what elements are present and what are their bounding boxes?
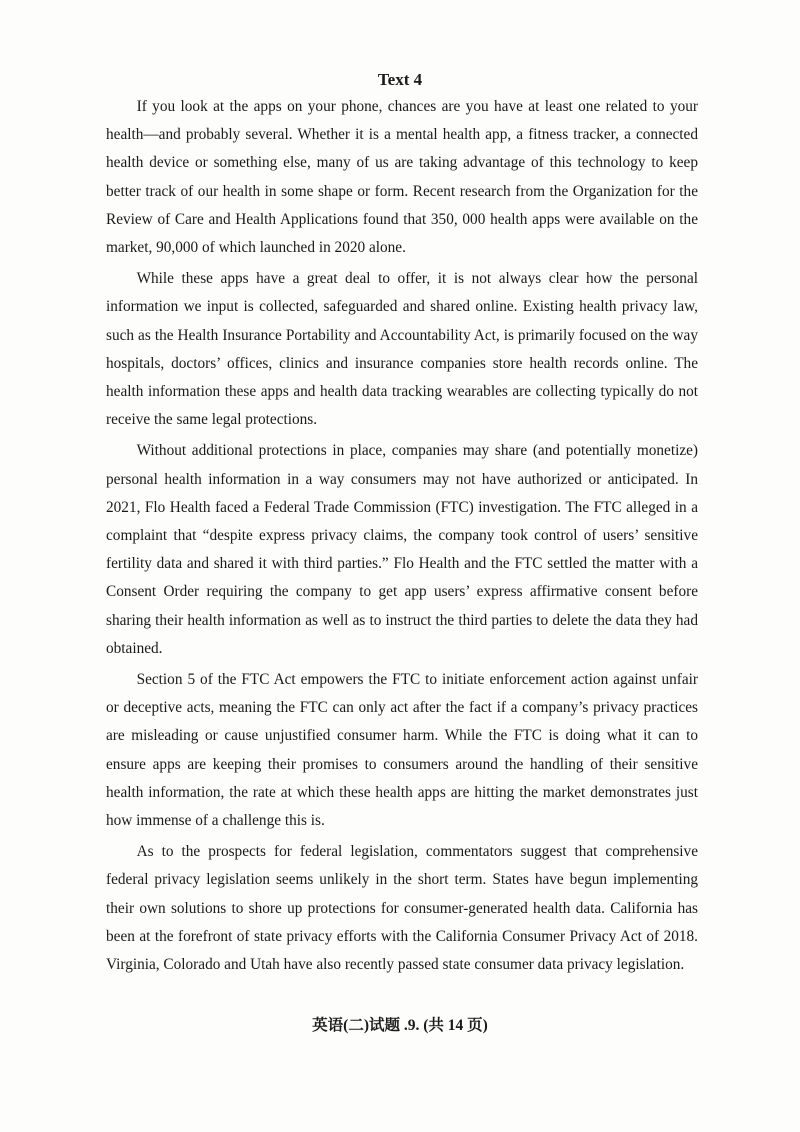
passage-body: [106, 93, 698, 982]
paragraph-3: Without additional protections in place, companies may share (and potentially monetize) personal health information in a way consumers may not have authorized or anticipated. In 2021, Flo Health faced a Federal Trade Commission (FTC) investigation. The FTC alleged in a complaint that “despite express privacy claims, the company took control of users’ sensitive fertility data and shared it with third parties.” Flo Health and the FTC settled the matter with a Consent Order requiring the company to get app users’ express affirmative consent before sharing their health information as well as to instruct the third parties to delete the data they had obtained.: [106, 442, 698, 657]
paragraph-5: As to the prospects for federal legislation, commentators suggest that comprehensive federal privacy legislation seems unlikely in the short term. States have begun implementing their own solutions to shore up protections for consumer-generated health data. California has been at the forefront of state privacy efforts with the California Consumer Privacy Act of 2018. Virginia, Colorado and Utah have also recently passed state consumer data privacy legislation.: [106, 843, 698, 974]
paragraph-1: If you look at the apps on your phone, chances are you have at least one related to your health—and probably several. Whether it is a mental health app, a fitness tracker, a connected health device or something else, many of us are taking advantage of this technology to keep better track of our health in some shape or form. Recent research from the Organization for the Review of Care and Health Applications found that 350, 000 health apps were available on the market, 90,000 of which launched in 2020 alone.: [106, 98, 698, 257]
paragraph-2: While these apps have a great deal to offer, it is not always clear how the personal information we input is collected, safeguarded and shared online. Existing health privacy law, such as the Health Insurance Portability and Accountability Act, is primarily focused on the way hospitals, doctors’ offices, clinics and insurance companies store health records online. The health information these apps and health data tracking wearables are collecting typically do not receive the same legal protections.: [106, 270, 698, 429]
page-footer: 英语(二)试题 .9. (共 14 页): [312, 1017, 488, 1034]
paragraph-4: Section 5 of the FTC Act empowers the FTC to initiate enforcement action against unfair or deceptive acts, meaning the FTC can only act after the fact if a company’s privacy practices are misleading or cause unjustified consumer harm. While the FTC is doing what it can to ensure apps are keeping their promises to consumers around the handling of their sensitive health information, the rate at which these health apps are hitting the market demonstrates just how immense of a challenge this is.: [106, 671, 698, 830]
passage-title: Text 4: [377, 70, 423, 89]
